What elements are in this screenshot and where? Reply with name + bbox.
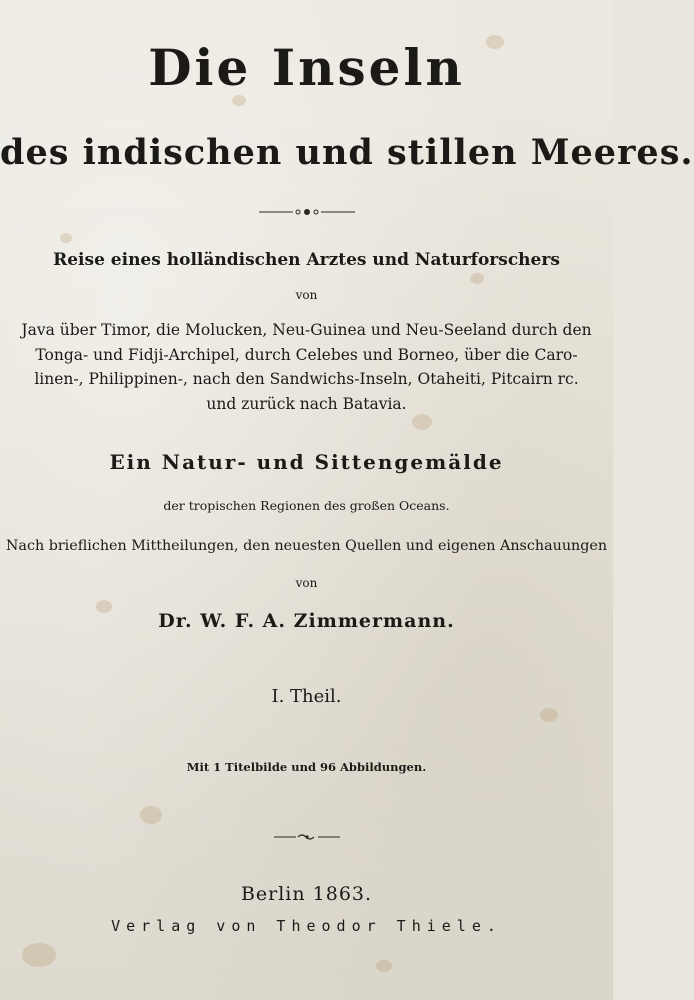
book-title-line-1: Die Inseln [148, 38, 465, 97]
volume-label: I. Theil. [271, 686, 342, 707]
subtitle: Reise eines holländischen Arztes und Naturforschers [53, 250, 560, 270]
route-line: und zurück nach Batavia. [206, 394, 407, 413]
ornament-icon [257, 206, 357, 218]
route-line: Tonga- und Fidji-Archipel, durch Celebes und Borneo, über die Caro- [35, 345, 578, 364]
natur-heading: Ein Natur- und Sittengemälde [109, 450, 504, 474]
route-line: Java über Timor, die Molucken, Neu-Guinea und Neu-Seeland durch den [21, 321, 592, 339]
ornament-icon [272, 832, 342, 842]
author-name: Dr. W. F. A. Zimmermann. [158, 610, 455, 632]
route-description [0, 318, 613, 416]
foxing-stain [140, 806, 162, 824]
route-line: linen-, Philippinen-, nach den Sandwichs-Inseln, Otaheiti, Pitcairn rc. [34, 370, 579, 388]
ornamental-rule-top [0, 203, 613, 222]
foxing-stain [60, 233, 72, 243]
foxing-stain [22, 943, 56, 967]
foxing-stain [376, 960, 392, 972]
von-line-1: von [295, 288, 318, 302]
publisher-line: Verlag von Theodor Thiele. [111, 917, 502, 935]
von-line-2: von [295, 576, 318, 590]
place-and-year: Berlin 1863. [240, 883, 373, 905]
foxing-stain [540, 708, 558, 722]
tropen-line: der tropischen Regionen des großen Oceans. [163, 498, 450, 513]
book-title-line-2: des indischen und stillen Meeres. [0, 132, 694, 173]
foxing-stain [470, 273, 484, 284]
sources-line: Nach brieflichen Mittheilungen, den neuesten Quellen und eigenen Anschauungen [5, 538, 608, 554]
illustrations-note: Mit 1 Titelbilde und 96 Abbildungen. [186, 760, 427, 774]
ornamental-rule-bottom [0, 827, 613, 846]
foxing-stain [412, 414, 432, 430]
